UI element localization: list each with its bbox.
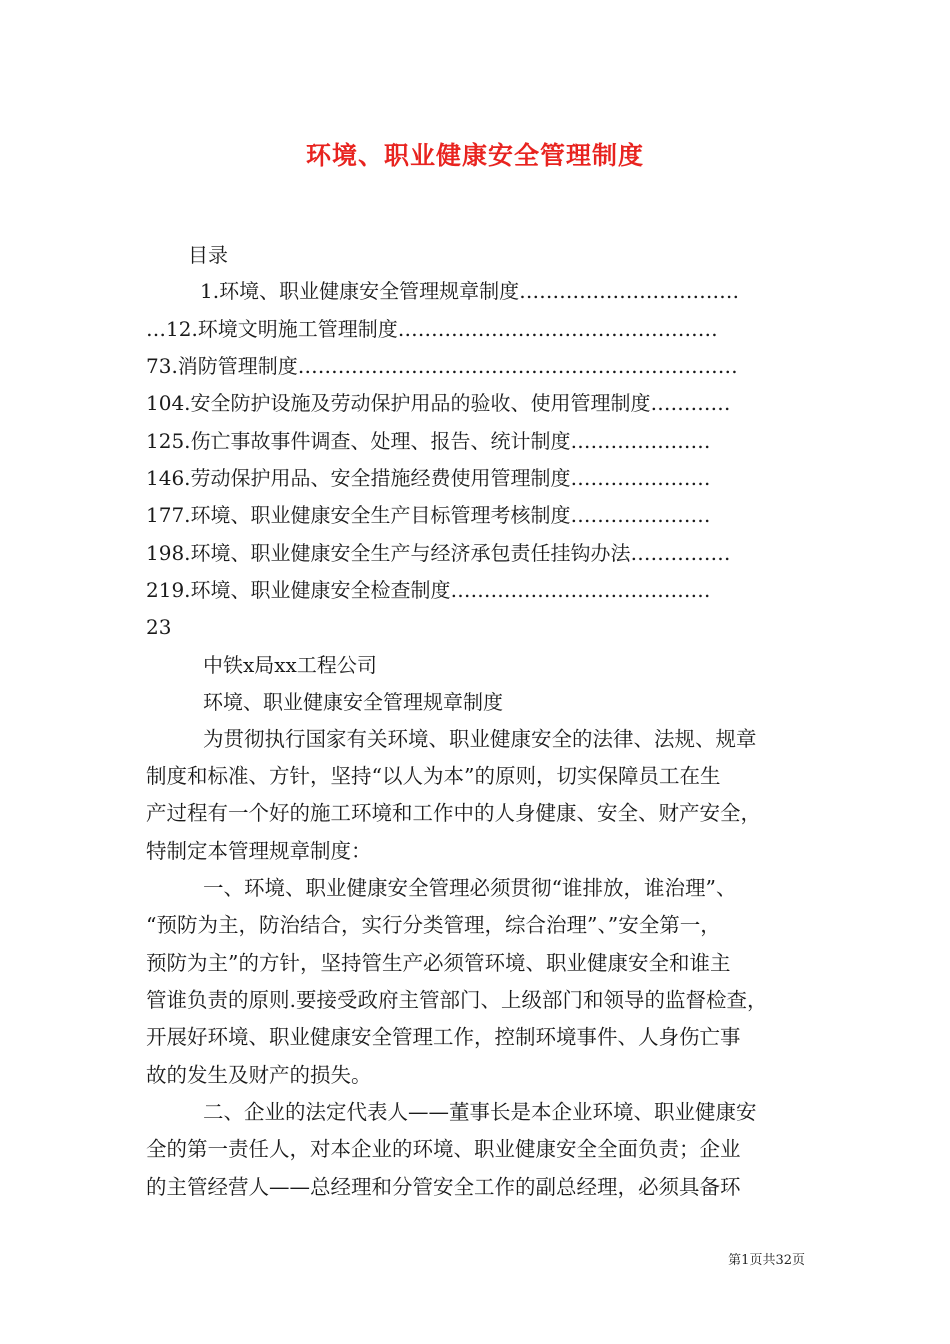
toc-entry[interactable]: 198.环境、职业健康安全生产与经济承包责任挂钩办法…………… — [146, 541, 731, 565]
paragraph-line: 故的发生及财产的损失。 — [146, 1063, 372, 1087]
toc-entry[interactable]: 73.消防管理制度………………………………………………………… — [146, 354, 738, 378]
company-name: 中铁x局xx工程公司 — [203, 653, 377, 677]
toc-entry[interactable]: 125.伤亡事故事件调查、处理、报告、统计制度………………… — [146, 429, 711, 453]
paragraph-line: 特制定本管理规章制度： — [146, 839, 372, 863]
document-title: 环境、职业健康安全管理制度 — [305, 141, 644, 170]
paragraph-line: 预防为主”的方针，坚持管生产必须管环境、职业健康安全和谁主 — [146, 951, 731, 975]
toc-entry[interactable]: 177.环境、职业健康安全生产目标管理考核制度………………… — [146, 503, 711, 527]
paragraph-line: 管谁负责的原则.要接受政府主管部门、上级部门和领导的监督检查， — [146, 988, 768, 1012]
paragraph-line: 全的第一责任人，对本企业的环境、职业健康安全全面负责；企业 — [146, 1137, 741, 1161]
paragraph-line: 一、环境、职业健康安全管理必须贯彻“谁排放，谁治理”、 — [203, 876, 737, 900]
toc-entry[interactable]: 104.安全防护设施及劳动保护用品的验收、使用管理制度………… — [146, 391, 731, 415]
toc-entry[interactable]: 1.环境、职业健康安全管理规章制度…………………………… — [200, 279, 740, 303]
paragraph-line: 产过程有一个好的施工环境和工作中的人身健康、安全、财产安全， — [146, 801, 761, 825]
paragraph-line: 的主管经营人——总经理和分管安全工作的副总经理，必须具备环 — [146, 1175, 741, 1199]
toc-heading: 目录 — [188, 243, 228, 267]
paragraph-line: “预防为主，防治结合，实行分类管理，综合治理”、”安全第一， — [146, 913, 721, 937]
toc-entry[interactable]: …12.环境文明施工管理制度………………………………………… — [146, 317, 718, 341]
toc-entry[interactable]: 146.劳动保护用品、安全措施经费使用管理制度………………… — [146, 466, 711, 490]
page-number-footer: 第1页共32页 — [728, 1253, 805, 1268]
paragraph-line: 为贯彻执行国家有关环境、职业健康安全的法律、法规、规章 — [203, 727, 757, 751]
section-subtitle: 环境、职业健康安全管理规章制度 — [203, 690, 503, 714]
paragraph-line: 制度和标准、方针，坚持“以人为本”的原则，切实保障员工在生 — [146, 764, 721, 788]
paragraph-line: 开展好环境、职业健康安全管理工作，控制环境事件、人身伤亡事 — [146, 1025, 741, 1049]
paragraph-line: 二、企业的法定代表人——董事长是本企业环境、职业健康安 — [203, 1100, 757, 1124]
toc-entry[interactable]: 219.环境、职业健康安全检查制度………………………………… — [146, 578, 711, 602]
toc-entry: 23 — [146, 615, 172, 639]
